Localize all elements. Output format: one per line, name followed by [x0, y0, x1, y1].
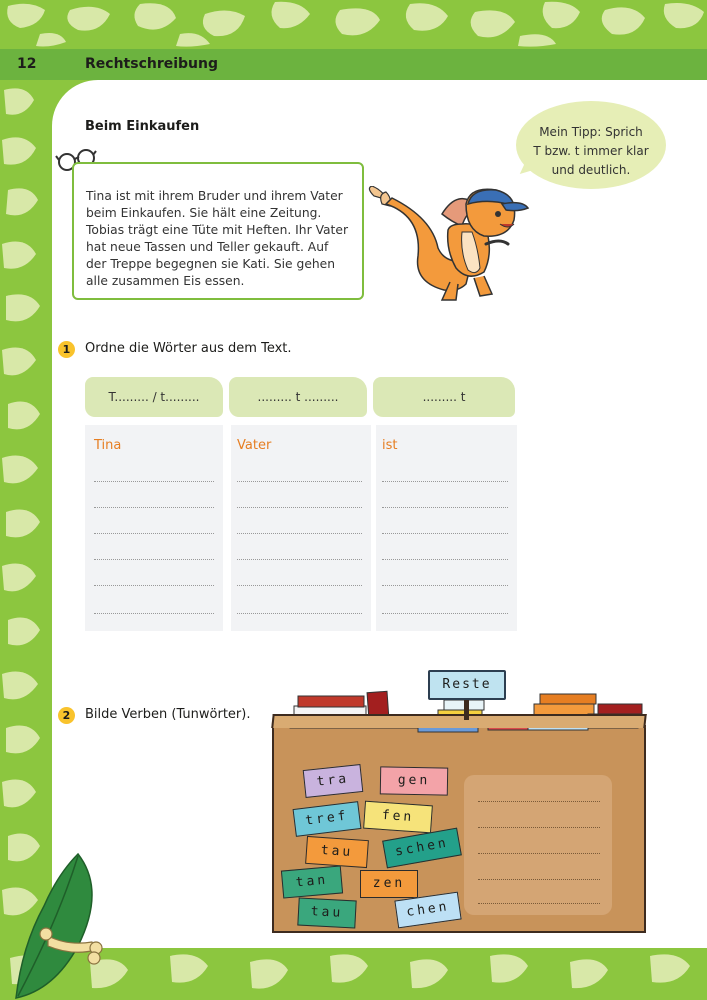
tip-speech-bubble: [516, 101, 666, 189]
answer-line[interactable]: [94, 585, 214, 586]
answer-line[interactable]: [382, 481, 508, 482]
example-word-3: ist: [382, 438, 398, 453]
tip-line-2: T bzw. t immer klar: [533, 144, 649, 158]
answer-line[interactable]: [382, 533, 508, 534]
answer-column-2: [231, 425, 371, 631]
answer-line[interactable]: [478, 827, 600, 828]
tip-line-1: Mein Tipp: Sprich: [539, 125, 643, 139]
syllable-card[interactable]: chen: [394, 892, 461, 929]
task-1-instruction: Ordne die Wörter aus dem Text.: [85, 341, 292, 356]
sign-post: [464, 700, 469, 720]
chapter-header-bar: [0, 49, 707, 80]
task-2-number-badge: 2: [58, 707, 75, 724]
column-header-3: ......... t: [373, 377, 515, 417]
answer-line[interactable]: [237, 585, 362, 586]
answer-line[interactable]: [237, 481, 362, 482]
syllable-card[interactable]: tau: [305, 836, 369, 868]
answer-line[interactable]: [94, 507, 214, 508]
syllable-card[interactable]: tau: [297, 898, 356, 929]
answer-paper: [464, 775, 612, 915]
answer-line[interactable]: [237, 533, 362, 534]
answer-line[interactable]: [382, 559, 508, 560]
dragon-mascot-illustration: [362, 186, 532, 308]
answer-line[interactable]: [94, 481, 214, 482]
tip-line-3: und deutlich.: [551, 163, 631, 177]
answer-line[interactable]: [478, 879, 600, 880]
syllable-card[interactable]: fen: [363, 801, 433, 834]
answer-line[interactable]: [237, 613, 362, 614]
remnant-sign: Reste: [428, 670, 506, 700]
answer-column-1: [85, 425, 223, 631]
page-number: 12: [17, 56, 37, 72]
answer-line[interactable]: [237, 507, 362, 508]
answer-line[interactable]: [94, 559, 214, 560]
example-word-2: Vater: [237, 438, 272, 453]
task-1-number-badge: 1: [58, 341, 75, 358]
syllable-card[interactable]: gen: [380, 766, 448, 795]
answer-line[interactable]: [94, 613, 214, 614]
syllable-card[interactable]: zen: [360, 870, 418, 898]
reading-text-box: Tina ist mit ihrem Bruder und ihrem Vater beim Einkaufen. Sie hält eine Zeitung. Tobias trägt eine Tüte mit Heften. Ihr Vater hat neue Tassen und Teller gekauft. Auf der Treppe begegnen sie Kati. Sie gehen alle zusammen Eis essen.: [72, 162, 364, 300]
section-title: Beim Einkaufen: [85, 119, 200, 134]
answer-line[interactable]: [382, 613, 508, 614]
task-2-instruction: Bilde Verben (Tunwörter).: [85, 707, 251, 722]
answer-line[interactable]: [478, 853, 600, 854]
answer-line[interactable]: [478, 903, 600, 904]
answer-line[interactable]: [478, 801, 600, 802]
column-header-2: ......... t .........: [229, 377, 367, 417]
answer-line[interactable]: [94, 533, 214, 534]
answer-line[interactable]: [382, 585, 508, 586]
leaf-bone-decoration: [8, 850, 118, 1000]
syllable-card[interactable]: tref: [293, 801, 362, 837]
answer-line[interactable]: [237, 559, 362, 560]
syllable-card[interactable]: schen: [382, 828, 462, 869]
chapter-title: Rechtschreibung: [85, 56, 219, 72]
syllable-card[interactable]: tan: [281, 865, 343, 898]
column-header-1: T......... / t.........: [85, 377, 223, 417]
answer-column-3: [376, 425, 517, 631]
answer-line[interactable]: [382, 507, 508, 508]
syllable-card[interactable]: tra: [303, 764, 364, 798]
remnant-box-top: [271, 714, 646, 728]
example-word-1: Tina: [94, 438, 122, 453]
